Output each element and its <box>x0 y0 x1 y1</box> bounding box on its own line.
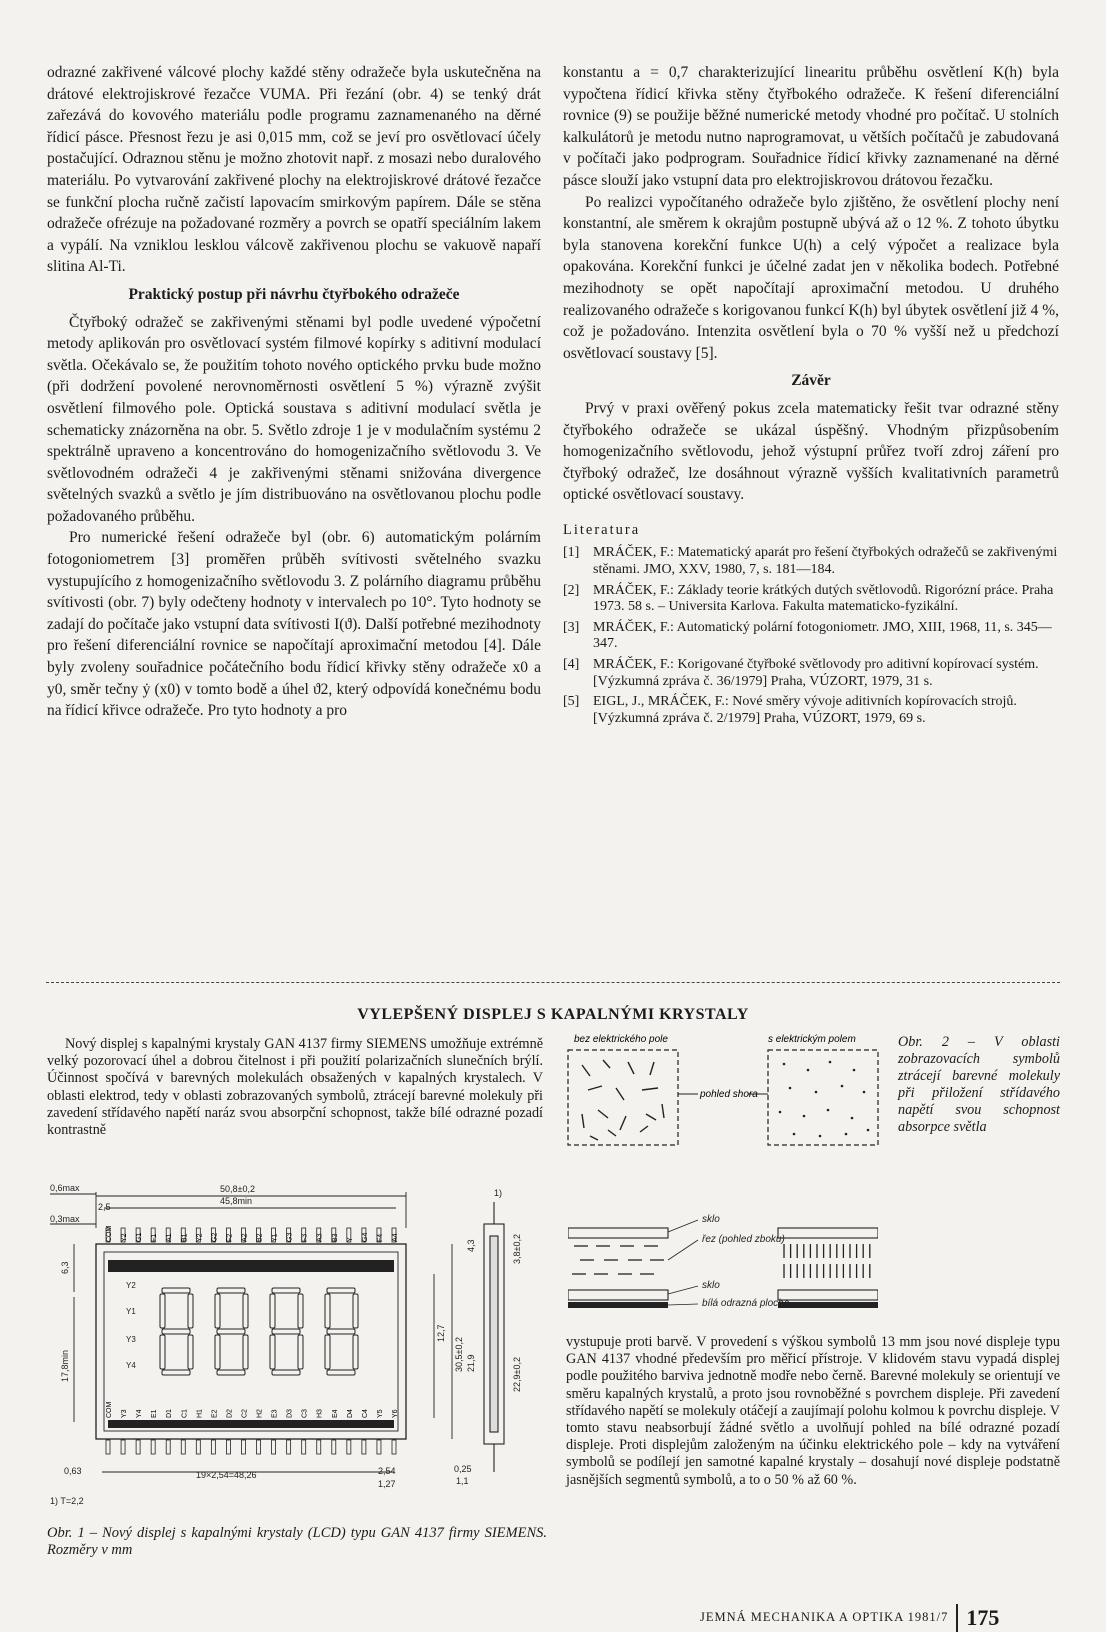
top-pin-row <box>106 1226 399 1243</box>
pin <box>347 1440 351 1454</box>
dim-width-total: 50,8±0,2 <box>220 1184 255 1194</box>
paragraph: Nový displej s kapalnými krystaly GAN 4137 firmy SIEMENS umožňuje extrémně velký pozorovací úhel a dobrou čitelnost i při použití polarizačních slunečních brýlí. Účinnost spočívá v barevných molekulách obsažených v kapalných krystalech. V oblasti elektrod, tedy v oblasti zobrazovaných symbolů, ztrácejí barevné molekuly při zavedení střídavého napětí naráz svou absorpční schopnost, takže bílé odrazné pozadí kontrastně <box>47 1036 543 1139</box>
segment <box>217 1370 245 1375</box>
pin <box>151 1440 155 1454</box>
pin-label: G4 <box>361 1232 369 1242</box>
references-list <box>563 545 1059 727</box>
pin-label: E4 <box>331 1409 339 1418</box>
pin-label: E3 <box>271 1409 279 1418</box>
pin-label: Y3 <box>121 1409 129 1418</box>
pin <box>362 1440 366 1454</box>
segment <box>325 1335 330 1369</box>
lcd-top-strip <box>108 1260 394 1272</box>
pin-label: COM <box>106 1401 113 1418</box>
segment <box>353 1335 358 1369</box>
fig3-horizontal-molecules <box>572 1246 664 1274</box>
page-footer <box>700 1604 999 1632</box>
section-divider <box>46 982 1060 983</box>
pin <box>377 1440 381 1454</box>
pin-label: Y <box>346 1237 354 1242</box>
segment <box>298 1335 303 1369</box>
dim-pitch: 19×2,54=48,26 <box>196 1470 257 1480</box>
pin <box>181 1440 185 1454</box>
fig2-label-left: bez elektrického pole <box>574 1034 668 1045</box>
figure-1-caption: Obr. 1 – Nový displej s kapalnými krystaly (LCD) typu GAN 4137 firmy SIEMENS. Rozměry v mm <box>47 1525 547 1559</box>
segment <box>160 1335 165 1369</box>
segment <box>243 1294 248 1328</box>
figure-1-lcd-drawing <box>46 1182 556 1522</box>
segment <box>162 1329 190 1334</box>
svg-text:Y3: Y3 <box>126 1335 136 1344</box>
segment <box>298 1294 303 1328</box>
pin-label: H3 <box>316 1409 324 1418</box>
pin <box>196 1440 200 1454</box>
pin <box>302 1440 306 1454</box>
reference-item: [2] MRÁČEK, F.: Základy teorie krátkých dutých světlovodů. Rigorózní práce. Praha 1973. 58 s. – Universita Karlova. Fakulta matematicko-fyzikální. <box>563 582 1054 615</box>
pin-label: D3 <box>286 1409 294 1418</box>
pin-label: H1 <box>196 1409 204 1418</box>
reference-item: [4] MRÁČEK, F.: Korigované čtyřboké světlovody pro aditivní kopírovací systém. [Výzkumná zpráva č. 36/1979] Praha, VÚZORT, 1979, 31 s. <box>563 657 1039 689</box>
reference-item: [1] MRÁČEK, F.: Matematický aparát pro řešení čtyřbokých odražečů se zakřivenými stěnami. JMO, XXV, 1980, 7, s. 181—184. <box>563 545 1058 578</box>
right-column <box>563 62 1059 731</box>
reference-item: [3] MRÁČEK, F.: Automatický polární fotogoniometr. JMO, XIII, 1968, 11, s. 345—347. <box>563 619 1052 652</box>
segment <box>217 1329 245 1334</box>
pin-label: F2 <box>226 1233 234 1242</box>
fig1-note-marker: 1) <box>494 1188 503 1198</box>
segment <box>272 1288 300 1293</box>
dim-38: 3,8±0,2 <box>512 1234 522 1264</box>
pin-label: F1 <box>151 1233 159 1242</box>
paragraph: Prvý v praxi ověřený pokus zcela matematicky řešit tvar odrazné stěny čtyřbokého odražeče se ukázal úspěšný. Vhodným přizpůsobením homogenizačního světlovodu, jehož výstupní průřez tvoří zdroj záření pro čtyřboký odražeč, lze dosáhnout výrazně vyšších kvalitativních parametrů optické osvětlovací soustavy. <box>563 399 1059 504</box>
article-intro <box>47 1036 543 1139</box>
article-title: VYLEPŠENÝ DISPLEJ S KAPALNÝMI KRYSTALY <box>357 1006 749 1023</box>
pin <box>332 1440 336 1454</box>
svg-text:Y4: Y4 <box>126 1361 136 1370</box>
dim-025: 0,25 <box>454 1464 472 1474</box>
pin-label: F3 <box>301 1233 309 1242</box>
pin-label: Y4 <box>136 1409 144 1418</box>
page-number: 175 <box>966 1605 1000 1630</box>
references-heading: Literatura <box>563 521 641 538</box>
segment <box>215 1335 220 1369</box>
pin <box>241 1440 245 1454</box>
pin-label: Y1 <box>271 1233 279 1242</box>
segment <box>188 1335 193 1369</box>
article-continuation <box>566 1334 1060 1489</box>
pin-label: G3 <box>286 1232 294 1242</box>
segment <box>270 1294 275 1328</box>
pin-label: C2 <box>241 1409 249 1418</box>
dim-219: 21,9 <box>466 1354 476 1372</box>
pin-label: Y6 <box>392 1409 399 1418</box>
paragraph: Čtyřboký odražeč se zakřivenými stěnami byl podle uvedené výpočetní metody aplikován pro osvětlovací systém filmové kopírky s aditivní modulací světla. Očekávalo se, že použitím tohoto nového optického prvku bude možno (při dodržení povolené nerovnoměrnosti osvětlení 5 %) výrazně zvýšit osvětlení filmového pole. Optická soustava s aditivní modulací světla je schematicky znázorněna na obr. 5. Světlo zdroje 1 je v modulačním systému 2 spektrálně upraveno a koncentrováno do homogenizačního světlovodu 3. Ve světlovodném odražeči 4 je zakřivenými stěnami snižována divergence světelných svazků a světlo je jím distribuováno na osvětlovanou plochu podle požadovaného průběhu. <box>47 313 541 525</box>
dim-63: 6,3 <box>60 1261 70 1274</box>
pin-label: G1 <box>136 1232 144 1242</box>
pin <box>287 1440 291 1454</box>
section-heading: Závěr <box>791 372 831 390</box>
paragraph: vystupuje proti barvě. V provedení s výškou symbolů 13 mm jsou nové displeje typu GAN 4137 vhodné především pro měřicí přístroje. V klidovém stavu vypadá displej podle použitého barviva jednotně modře nebo černě. Barevné molekuly se orientují ve směru kapalných krystalů, a proto jsou rovnoběžné s povrchem displeje. Při zavedení střídavého napětí se molekuly otáčejí a zaujímají polohu kolmou k povrchu displeje. V tomto stavu neabsorbují žádné světlo a uvolňují pohled na bílé odrazné pozadí displeje. Proti displejům založeným na účinku elektrického pole – kdy na vytváření symbolů se podílejí jen samotné kapalné krystaly – dosahují nové displeje podstatně jasnějších segmentů symbolů, a to o 50 % až 60 %. <box>566 1334 1060 1488</box>
pin-label: COM <box>106 1225 113 1242</box>
pin-label: C1 <box>181 1409 189 1418</box>
segment <box>272 1370 300 1375</box>
dim-254: 2,54 <box>378 1466 396 1476</box>
fig3-label-glass-top: sklo <box>702 1214 720 1225</box>
fig3-vertical-molecules <box>784 1244 870 1278</box>
pin <box>121 1440 125 1454</box>
pin-label: A2 <box>241 1233 249 1242</box>
paragraph: Po realizci vypočítaného odražeče bylo zjištěno, že osvětlení plochy není konstantní, ale směrem k okrajům postupně ubývá až o 12 %. Z tohoto úbytku byla stanovena korekční funkce U(h) a celý výpočet a realizace byla opakována. Korekční funkci je účelné zadat jen v několika bodech. Potřebné mezihodnoty se opět napočítají aproximační metodou. U druhého realizovaného odražeče s korigovanou funkcí K(h) byl úbytek osvětlení již 4 %, což je požadováno. Intenzita osvětlení byla o 70 % vyšší než u předchozí osvětlovací soustavy [5]. <box>563 193 1059 362</box>
pin-label: B2 <box>256 1233 264 1242</box>
dim-06max: 0,6max <box>50 1183 80 1193</box>
pin <box>257 1440 261 1454</box>
segment <box>327 1370 355 1375</box>
segment <box>215 1294 220 1328</box>
lcd-inner <box>104 1252 398 1431</box>
lcd-bottom-strip <box>108 1420 394 1428</box>
dim-25: 2,5 <box>98 1202 111 1212</box>
paragraph: odrazné zakřivené válcové plochy každé stěny odražeče byla uskutečněna na drátové elektrojiskrové řezačce VUMA. Při řezání (obr. 4) se tenký drát zařezává do kovového materiálu podle programu zaznamenaného na děrné řídicí pásce. Přesnost řezu je asi 0,015 mm, což se jeví pro osvětlovací účely postačující. Odraznou stěnu je možno zhotovit např. z mosazi nebo duralového materiálu. Po vytvarování zakřivené plochy na elektrojiskrové drátové řezačce se funkční plocha ručně začistí lapovacím smirkovým papírem. Dále se stěna odražeče ofrézuje na požadované rozměry a povrch se opatří speciálním lakem a vypálí. Na vzniklou lesklou válcově zakřivenou plochu se vakuově napaří slitina Al-Ti. <box>47 64 541 276</box>
pin-label: C4 <box>361 1409 369 1418</box>
fig2-random-molecules <box>582 1060 664 1140</box>
dim-178min: 17,8min <box>60 1349 70 1382</box>
dim-229: 22,9±0,2 <box>512 1357 522 1392</box>
dim-width-inner: 45,8min <box>220 1196 253 1206</box>
pin-label: Y5 <box>376 1409 384 1418</box>
dim-03max: 0,3max <box>50 1214 80 1224</box>
paragraph: Pro numerické řešení odražeče byl (obr. 6) automatickým polárním fotogoniometrem [3] proměřen průběh svítivosti světelného svazku vystupujícího z homogenizačního světlovodu 3. Z polárního diagramu průběhu svítivosti (obr. 7) byly odečteny hodnoty v intervalech po 10°. Tyto hodnoty se zadají do počítače jako vstupní data svítivosti I(ϑ). Další potřebné mezihodnoty pro řešení diferenciální rovnice se napočítají aproximační metodou [4]. Dále byly zvoleny souřadnice počátečního bodu řídicí křivky stěny odražeče x0 a y0, směr tečny ẏ (x0) v tomto bodě a úhel ϑ2, který odpovídá konečnému bodu na řídicí křivce odražeče. Pro tyto hodnoty a pro <box>47 529 541 720</box>
segment <box>327 1288 355 1293</box>
pin <box>272 1440 276 1454</box>
pin <box>211 1440 215 1454</box>
pin <box>106 1440 110 1454</box>
pin-label: A4 <box>392 1233 399 1242</box>
dim-127: 12,7 <box>436 1324 446 1342</box>
pin <box>317 1440 321 1454</box>
pin-label: F4 <box>376 1233 384 1242</box>
pin <box>136 1440 140 1454</box>
fig3-label-cut: řez (pohled zboku) <box>702 1234 785 1245</box>
journal-name: JEMNÁ MECHANIKA A OPTIKA 1981/7 <box>700 1609 949 1624</box>
pin-label: B3 <box>331 1233 339 1242</box>
seven-segment-digits <box>160 1288 358 1375</box>
figure-2-molecules <box>558 1030 888 1160</box>
segment <box>160 1294 165 1328</box>
segment <box>243 1335 248 1369</box>
pin-label: E2 <box>211 1409 219 1418</box>
pin-label: E1 <box>151 1409 159 1418</box>
pin-label: Y2 <box>196 1233 204 1242</box>
reference-item: [5] EIGL, J., MRÁČEK, F.: Nové směry vývoje aditivních kopírovacích strojů. [Výzkumná zpráva č. 2/1979] Praha, VÚZORT, 1979, 69 s. <box>563 694 1017 726</box>
pin-label: D2 <box>226 1409 234 1418</box>
segment <box>327 1329 355 1334</box>
figure-3-cross-section <box>568 1210 878 1320</box>
fig3-label-glass-bottom: sklo <box>702 1280 720 1291</box>
dim-43: 4,3 <box>466 1239 476 1252</box>
section-heading: Praktický postup při návrhu čtyřbokého odražeče <box>128 285 460 303</box>
lcd-side-view <box>484 1202 504 1472</box>
segment <box>272 1329 300 1334</box>
segment <box>188 1294 193 1328</box>
pin-label: D1 <box>166 1409 174 1418</box>
pin-label: A3 <box>316 1233 324 1242</box>
dim-063: 0,63 <box>64 1466 82 1476</box>
paragraph: konstantu a = 0,7 charakterizující linearitu průběhu osvětlení K(h) byla vypočtena řídicí křivka stěny čtyřbokého odražeče. K řešení diferenciální rovnice (9) se použije běžné numerické metody vhodné pro počítač. U stolních kalkulátorů je metodu nutno naprogramovat, u větších počítačů je zabudovaná v počítači jako podprogram. Souřadnice řídicí křivky zaznamenané na děrné pásce slouží jako vstupní data pro elektrojiskrovou drátovou řezačku. <box>563 64 1059 189</box>
segment <box>162 1370 190 1375</box>
svg-text:Y2: Y2 <box>126 1281 136 1290</box>
pin-label: D4 <box>346 1409 354 1418</box>
pin-label: B1 <box>181 1233 189 1242</box>
pin-label: H2 <box>256 1409 264 1418</box>
pin <box>226 1440 230 1454</box>
segment <box>270 1335 275 1369</box>
pin-label: C3 <box>301 1409 309 1418</box>
fig3-label-reflective: bílá odrazná plocha <box>702 1298 790 1309</box>
segment <box>217 1288 245 1293</box>
fig2-aligned-molecules <box>779 1061 870 1138</box>
pin <box>166 1440 170 1454</box>
segment <box>353 1294 358 1328</box>
dim-305: 30,5±0,2 <box>454 1337 464 1372</box>
left-column <box>47 62 541 722</box>
pin-label: Y2 <box>121 1233 129 1242</box>
segment <box>162 1288 190 1293</box>
dim-127b: 1,27 <box>378 1479 396 1489</box>
fig2-label-mid: pohled shora <box>700 1089 758 1100</box>
pin-label: G2 <box>211 1232 219 1242</box>
pin <box>392 1440 396 1454</box>
fig2-label-right: s elektrickým polem <box>768 1034 856 1045</box>
dim-11: 1,1 <box>456 1476 469 1486</box>
segment <box>325 1294 330 1328</box>
svg-text:Y1: Y1 <box>126 1307 136 1316</box>
pin-label: A1 <box>166 1233 174 1242</box>
figure-2-caption: Obr. 2 – V oblasti zobrazovacích symbolů ztrácejí barevné molekuly při přiložení střídavého napětí svou schopnost absorpce světla <box>898 1034 1060 1135</box>
fig1-footnote: 1) T=2,2 <box>50 1496 84 1506</box>
